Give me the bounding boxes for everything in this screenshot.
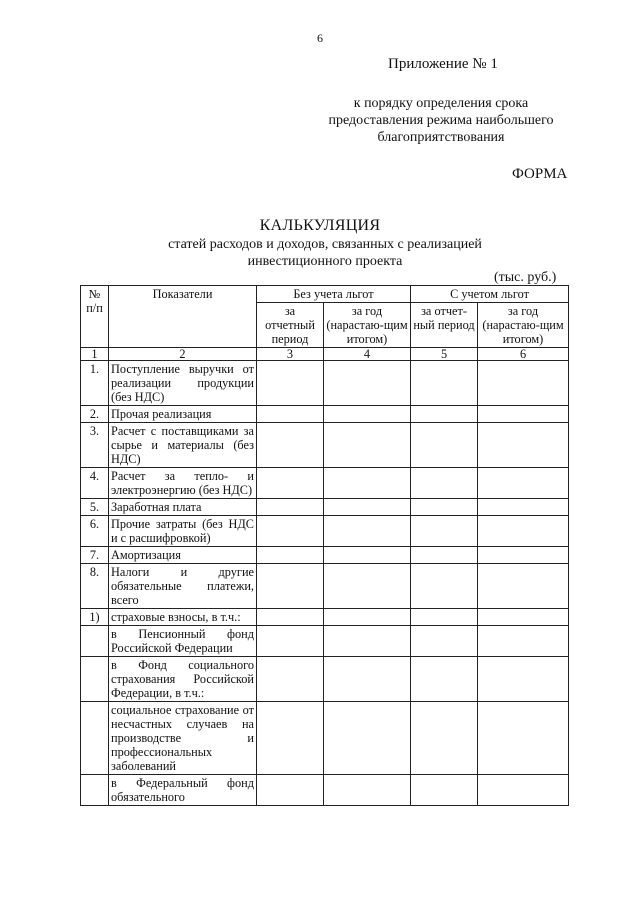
- row-number: 1.: [81, 361, 109, 406]
- value-cell[interactable]: [257, 499, 324, 516]
- order-line: предоставления режима наибольшего: [328, 113, 554, 128]
- row-number: 1): [81, 609, 109, 626]
- header-reporting-period-benefits: за отчет-ный период: [411, 303, 478, 348]
- row-number: 7.: [81, 547, 109, 564]
- value-cell[interactable]: [478, 702, 569, 775]
- value-cell[interactable]: [257, 406, 324, 423]
- value-cell[interactable]: [324, 516, 411, 547]
- row-indicator: Расчет с поставщиками за сырье и материалы (без НДС): [109, 423, 257, 468]
- table-row: [81, 423, 569, 468]
- value-cell[interactable]: [257, 775, 324, 806]
- value-cell[interactable]: [257, 564, 324, 609]
- table-row: [81, 702, 569, 775]
- header-indicator: Показатели: [109, 286, 257, 348]
- value-cell[interactable]: [411, 609, 478, 626]
- row-number: 3.: [81, 423, 109, 468]
- row-indicator: Прочая реализация: [109, 406, 257, 423]
- table-row: [81, 468, 569, 499]
- header-year-cumulative: за год (нарастаю-щим итогом): [324, 303, 411, 348]
- units-label: (тыс. руб.): [494, 270, 557, 285]
- table-row: [81, 657, 569, 702]
- value-cell[interactable]: [478, 499, 569, 516]
- value-cell[interactable]: [411, 406, 478, 423]
- value-cell[interactable]: [478, 406, 569, 423]
- value-cell[interactable]: [257, 516, 324, 547]
- value-cell[interactable]: [411, 499, 478, 516]
- value-cell[interactable]: [411, 564, 478, 609]
- value-cell[interactable]: [478, 609, 569, 626]
- row-indicator: Прочие затраты (без НДС и с расшифровкой): [109, 516, 257, 547]
- order-line: благоприятствования: [377, 130, 505, 145]
- value-cell[interactable]: [478, 657, 569, 702]
- value-cell[interactable]: [324, 406, 411, 423]
- column-number-row: [81, 348, 569, 361]
- row-number: [81, 626, 109, 657]
- value-cell[interactable]: [411, 702, 478, 775]
- value-cell[interactable]: [324, 657, 411, 702]
- row-number: 4.: [81, 468, 109, 499]
- table-row: [81, 361, 569, 406]
- value-cell[interactable]: [257, 702, 324, 775]
- value-cell[interactable]: [257, 361, 324, 406]
- column-number: 1: [81, 348, 109, 361]
- row-number: 5.: [81, 499, 109, 516]
- row-indicator: в Пенсионный фонд Российской Федерации: [109, 626, 257, 657]
- value-cell[interactable]: [324, 702, 411, 775]
- row-number: 8.: [81, 564, 109, 609]
- table-row: [81, 406, 569, 423]
- value-cell[interactable]: [411, 423, 478, 468]
- value-cell[interactable]: [257, 626, 324, 657]
- value-cell[interactable]: [411, 775, 478, 806]
- value-cell[interactable]: [411, 468, 478, 499]
- document-subtitle: [140, 236, 510, 270]
- value-cell[interactable]: [478, 361, 569, 406]
- appendix-title: Приложение № 1: [388, 56, 498, 72]
- row-number: [81, 775, 109, 806]
- value-cell[interactable]: [324, 609, 411, 626]
- document-title: КАЛЬКУЛЯЦИЯ: [259, 217, 381, 234]
- value-cell[interactable]: [478, 564, 569, 609]
- column-number: 5: [411, 348, 478, 361]
- value-cell[interactable]: [478, 423, 569, 468]
- column-number: 3: [257, 348, 324, 361]
- row-indicator: Расчет за тепло- и электроэнергию (без НДС): [109, 468, 257, 499]
- row-indicator: Заработная плата: [109, 499, 257, 516]
- table-row: [81, 547, 569, 564]
- value-cell[interactable]: [257, 423, 324, 468]
- subtitle-line: статей расходов и доходов, связанных с реализацией: [168, 237, 482, 252]
- column-number: 6: [478, 348, 569, 361]
- calculation-table: [80, 285, 569, 806]
- row-number: [81, 657, 109, 702]
- value-cell[interactable]: [478, 516, 569, 547]
- value-cell[interactable]: [257, 609, 324, 626]
- header-num: № п/п: [81, 286, 109, 348]
- value-cell[interactable]: [324, 499, 411, 516]
- value-cell[interactable]: [324, 775, 411, 806]
- row-number: 2.: [81, 406, 109, 423]
- page-number: 6: [317, 31, 323, 45]
- value-cell[interactable]: [257, 547, 324, 564]
- value-cell[interactable]: [478, 468, 569, 499]
- header-reporting-period: за отчетный период: [257, 303, 324, 348]
- column-number: 4: [324, 348, 411, 361]
- row-indicator: в Федеральный фонд обязательного: [109, 775, 257, 806]
- header-with-benefits: С учетом льгот: [411, 286, 569, 303]
- value-cell[interactable]: [324, 626, 411, 657]
- appendix-reference: [310, 95, 572, 146]
- row-number: 6.: [81, 516, 109, 547]
- value-cell[interactable]: [324, 468, 411, 499]
- value-cell[interactable]: [478, 775, 569, 806]
- form-label: ФОРМА: [512, 166, 568, 182]
- value-cell[interactable]: [324, 361, 411, 406]
- value-cell[interactable]: [324, 564, 411, 609]
- table-row: [81, 564, 569, 609]
- value-cell[interactable]: [257, 657, 324, 702]
- value-cell[interactable]: [411, 657, 478, 702]
- table-row: [81, 626, 569, 657]
- table-row: [81, 609, 569, 626]
- value-cell[interactable]: [324, 547, 411, 564]
- header-year-cumulative-benefits: за год (нарастаю-щим итогом): [478, 303, 569, 348]
- row-indicator: страховые взносы, в т.ч.:: [109, 609, 257, 626]
- subtitle-line: инвестиционного проекта: [247, 254, 403, 269]
- column-number: 2: [109, 348, 257, 361]
- table-row: [81, 499, 569, 516]
- row-indicator: Амортизация: [109, 547, 257, 564]
- row-indicator: Поступление выручки от реализации продукции (без НДС): [109, 361, 257, 406]
- value-cell[interactable]: [478, 547, 569, 564]
- value-cell[interactable]: [324, 423, 411, 468]
- row-indicator: в Фонд социального страхования Российской Федерации, в т.ч.:: [109, 657, 257, 702]
- order-line: к порядку определения срока: [353, 96, 529, 111]
- value-cell[interactable]: [411, 361, 478, 406]
- row-indicator: социальное страхование от несчастных случаев на производстве и профессиональных заболеваний: [109, 702, 257, 775]
- header-without-benefits: Без учета льгот: [257, 286, 411, 303]
- value-cell[interactable]: [411, 626, 478, 657]
- table-row: [81, 775, 569, 806]
- row-number: [81, 702, 109, 775]
- value-cell[interactable]: [411, 516, 478, 547]
- value-cell[interactable]: [257, 468, 324, 499]
- value-cell[interactable]: [411, 547, 478, 564]
- table-row: [81, 516, 569, 547]
- value-cell[interactable]: [478, 626, 569, 657]
- row-indicator: Налоги и другие обязательные платежи, всего: [109, 564, 257, 609]
